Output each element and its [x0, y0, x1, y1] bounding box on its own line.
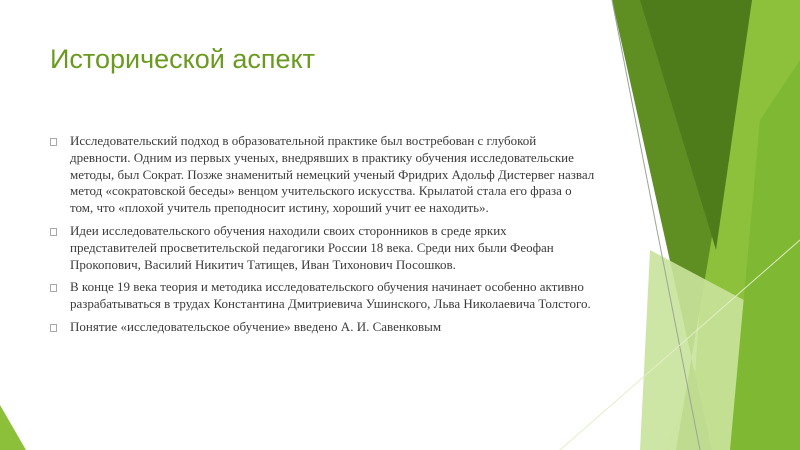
bullet-text: Понятие «исследовательское обучение» введено А. И. Савенковым	[70, 318, 442, 334]
bullet-item	[50, 223, 595, 273]
bullet-text: Идеи исследовательского обучения находили своих сторонников в среде ярких представителей просветительской педагогики России 18 века. Среди них были Феофан Прокопович, Василий Никитич Татищев, Иван Тихонович Посошков.	[70, 222, 554, 272]
slide-title: Исторической аспект	[50, 44, 316, 74]
bullet-item	[50, 133, 595, 217]
bullet-text: Исследовательский подход в образовательной практике был востребован с глубокой древности. Одним из первых ученых, внедрявших в практику обучения исследовательские методы, был Сократ. Позже знаменитый немецкий ученый Фридрих Адольф Дистервег назвал метод «сократовской беседы» венцом учительского искусства. Крылатой стала его фраза о том, что «плохой учитель преподносит истину, хороший учит ее находить».	[70, 133, 595, 216]
bullet-square-icon	[50, 228, 57, 236]
facet-bottom-left	[0, 405, 26, 450]
bullet-list	[50, 133, 595, 342]
bullet-square-icon	[50, 284, 57, 292]
bullet-square-icon	[50, 138, 57, 146]
bullet-item	[50, 319, 595, 336]
bullet-text: В конце 19 века теория и методика исследовательского обучения начинает особенно активно разрабатываться в трудах Константина Дмитриевича Ушинского, Льва Николаевича Толстого.	[70, 279, 591, 312]
bullet-item	[50, 279, 595, 313]
bullet-square-icon	[50, 324, 57, 332]
